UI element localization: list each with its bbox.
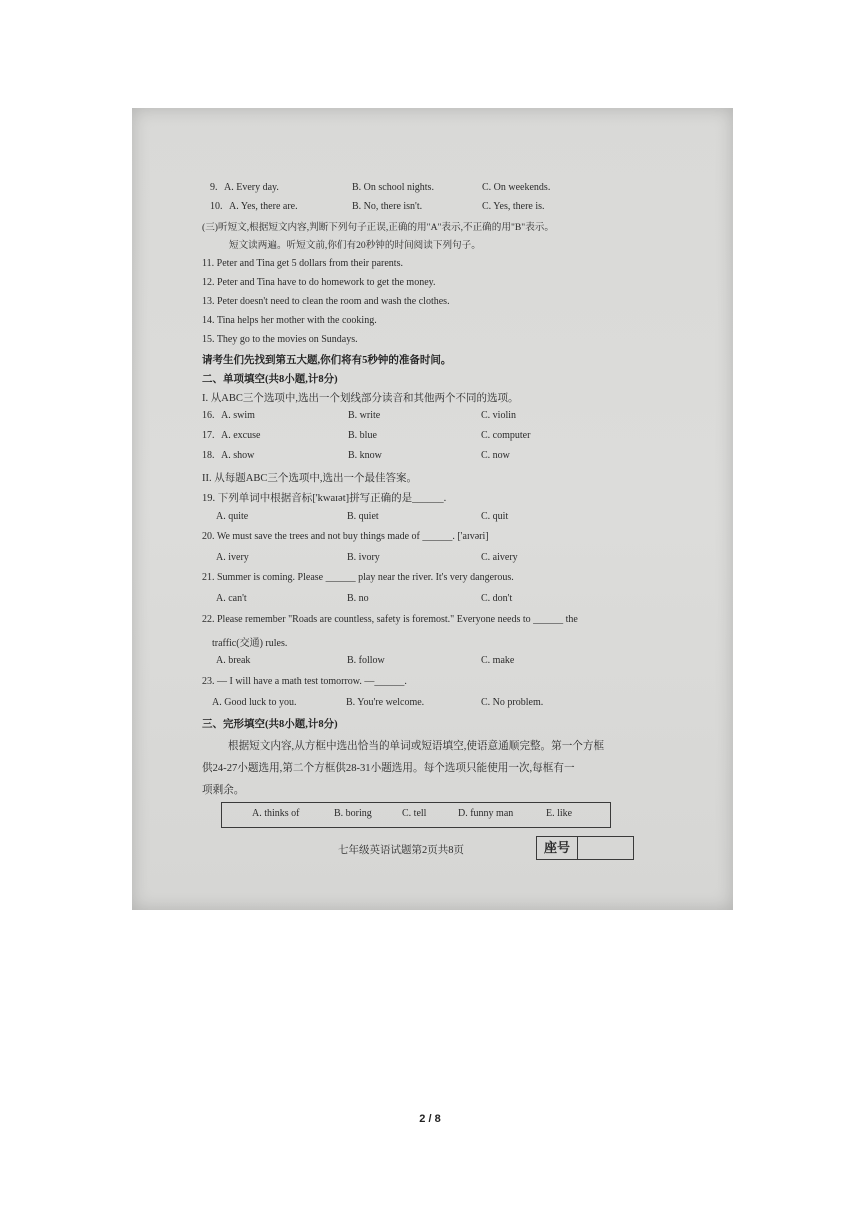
part-2-instruction: II. 从每题ABC三个选项中,选出一个最佳答案。	[202, 473, 417, 484]
question-18	[202, 450, 254, 461]
statement-14: 14. Tina helps her mother with the cooking.	[202, 315, 377, 326]
option-b: B. ivory	[347, 552, 380, 563]
option-c: C. Yes, there is.	[482, 201, 545, 212]
option-b: B. No, there isn't.	[352, 201, 423, 212]
question-9	[210, 182, 279, 193]
word-option: D. funny man	[458, 808, 514, 819]
option-b: B. blue	[348, 430, 377, 441]
question-21: 21. Summer is coming. Please ______ play near the river. It's very dangerous.	[202, 572, 514, 583]
listening-note: 短文读两遍。听短文前,你们有20秒钟的时间阅读下列句子。	[229, 240, 481, 251]
option-a: A. Good luck to you.	[212, 697, 297, 708]
word-box	[221, 802, 611, 828]
option-a: A. ivery	[216, 552, 249, 563]
seat-label: 座号	[537, 837, 578, 859]
cloze-instruction-1: 根据短文内容,从方框中选出恰当的单词或短语填空,使语意通顺完整。第一个方框	[228, 741, 605, 752]
page-number: 2 / 8	[419, 1113, 441, 1125]
statement-15: 15. They go to the movies on Sundays.	[202, 334, 358, 345]
word-option: C. tell	[402, 808, 427, 819]
statement-13: 13. Peter doesn't need to clean the room and wash the clothes.	[202, 296, 450, 307]
word-option: B. boring	[334, 808, 372, 819]
option-a: A. swim	[221, 410, 255, 421]
question-19: 19. 下列单词中根据音标['kwaɪət]拼写正确的是______.	[202, 493, 447, 504]
question-number: 9.	[210, 182, 218, 193]
question-23: 23. — I will have a math test tomorrow. —______.	[202, 676, 407, 687]
exam-sheet	[132, 108, 733, 910]
option-b: B. follow	[347, 655, 385, 666]
option-b: B. On school nights.	[352, 182, 434, 193]
option-b: B. know	[348, 450, 382, 461]
question-16	[202, 410, 255, 421]
statement-12: 12. Peter and Tina have to do homework to get the money.	[202, 277, 436, 288]
listening-instruction: (三)听短文,根据短文内容,判断下列句子正误,正确的用"A"表示,不正确的用"B"表示。	[202, 222, 554, 233]
question-number: 10.	[210, 201, 223, 212]
seat-number-box	[536, 836, 634, 860]
word-option: E. like	[546, 808, 573, 819]
question-20: 20. We must save the trees and not buy things made of ______. ['aɪvəri]	[202, 531, 489, 542]
option-b: B. quiet	[347, 511, 379, 522]
option-a: A. quite	[216, 511, 249, 522]
option-c: C. make	[481, 655, 515, 666]
option-c: C. don't	[481, 593, 513, 604]
sheet-footer: 七年级英语试题第2页共8页	[338, 845, 464, 856]
option-a: A. Every day.	[224, 182, 279, 193]
statement-11: 11. Peter and Tina get 5 dollars from their parents.	[202, 258, 403, 269]
option-a: A. Yes, there are.	[229, 201, 298, 212]
option-c: C. No problem.	[481, 697, 544, 708]
question-22-line-2: traffic(交通) rules.	[212, 638, 288, 649]
cloze-instruction-3: 项剩余。	[202, 785, 245, 796]
option-c: C. now	[481, 450, 510, 461]
option-c: C. quit	[481, 511, 509, 522]
option-a: A. can't	[216, 593, 247, 604]
option-b: B. no	[347, 593, 369, 604]
question-17	[202, 430, 260, 441]
option-c: C. computer	[481, 430, 531, 441]
section-3-title: 三、完形填空(共8小题,计8分)	[202, 719, 338, 730]
option-c: C. aivery	[481, 552, 518, 563]
question-number: 18.	[202, 450, 215, 461]
word-option: A. thinks of	[252, 808, 300, 819]
option-b: B. You're welcome.	[346, 697, 425, 708]
option-a: A. show	[221, 450, 255, 461]
question-10	[210, 201, 298, 212]
question-number: 17.	[202, 430, 215, 441]
option-c: C. violin	[481, 410, 517, 421]
exam-page-photo	[132, 108, 733, 910]
prep-note: 请考生们先找到第五大题,你们将有5秒钟的准备时间。	[202, 355, 452, 366]
cloze-instruction-2: 供24-27小题选用,第二个方框供28-31小题选用。每个选项只能使用一次,每框有一	[202, 763, 575, 774]
option-a: A. break	[216, 655, 251, 666]
part-1-instruction: I. 从ABC三个选项中,选出一个划线部分读音和其他两个不同的选项。	[202, 393, 519, 404]
section-2-title: 二、单项填空(共8小题,计8分)	[202, 374, 338, 385]
option-b: B. write	[348, 410, 381, 421]
option-c: C. On weekends.	[482, 182, 551, 193]
question-22-line-1: 22. Please remember "Roads are countless, safety is foremost." Everyone needs to ______ the	[202, 614, 578, 625]
question-number: 16.	[202, 410, 215, 421]
option-a: A. excuse	[221, 430, 261, 441]
